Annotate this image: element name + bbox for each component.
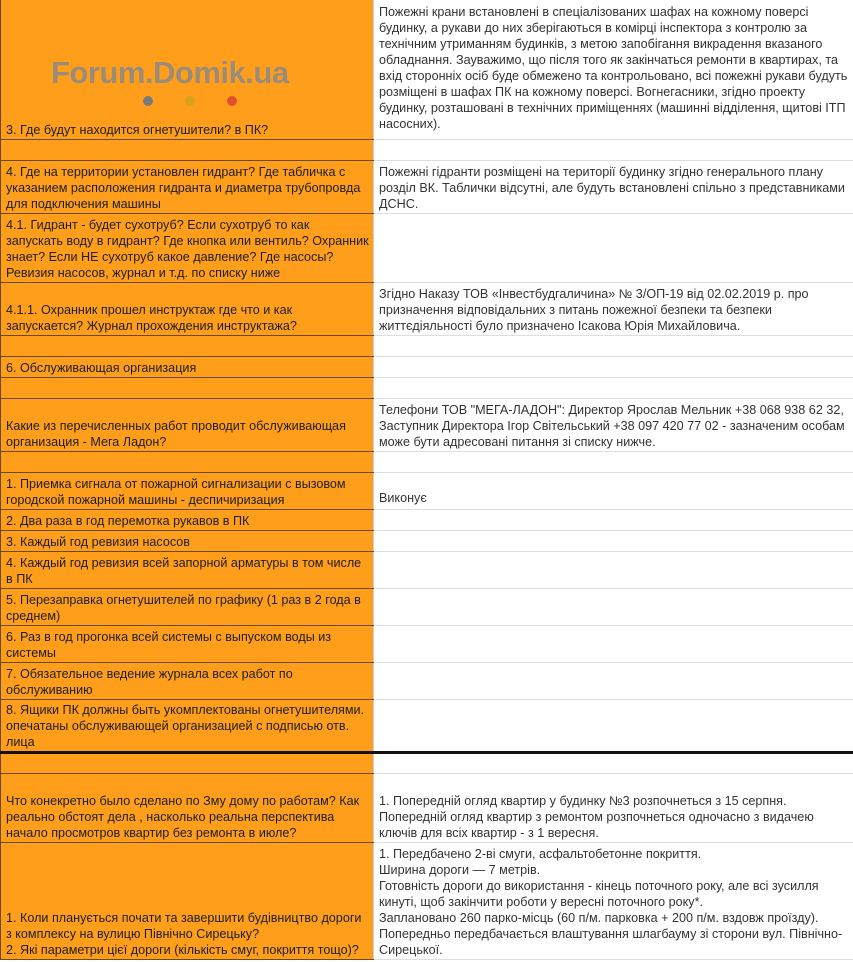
answer-cell[interactable] [374, 625, 853, 662]
table-row [1, 160, 853, 213]
table-row [1, 472, 853, 509]
table-row [1, 356, 853, 377]
answer-cell[interactable] [374, 699, 853, 752]
answer-cell[interactable] [374, 509, 853, 530]
table-row [1, 699, 853, 752]
answer-cell[interactable] [374, 213, 853, 282]
logo-dot-grey [143, 96, 153, 106]
table-row [1, 377, 853, 398]
question-cell[interactable]: Что конекретно было сделано по Зму дому по работам? Как реально обстоят дела , насколько реальна перспектива начало просмотров квартир без ремонта в июле? [1, 773, 374, 842]
question-cell[interactable]: 8. Ящики ПК должны быть укомплектованы огнетушителями. опечатаны обслуживающей организацией с подписью отв. лица [1, 699, 374, 752]
table-row [1, 551, 853, 588]
table-row [1, 213, 853, 282]
answer-cell[interactable]: Пожежні гідранти розміщені на території будинку згідно генерального плану розділ ВК. Таблички відсутні, але будуть встановлені спільно з представниками ДСНС. [374, 160, 853, 213]
answer-cell[interactable]: Пожежні крани встановлені в спеціалізованих шафах на кожному поверсі будинку, а рукави до них зберігаються в комірці інспектора з контролю за технічним утриманням будинків, з метою запобігання викрадення вказаного обладнання. Зауважимо, що після того як закінчаться ремонти в квартирах, та вхід сторонніх осіб буде обмежено та контрольовано, всі пожежні рукави будуть розміщені в шафах ПК на кожному поверсі. Вогнегасники, згідно проекту будинку, розташовані в технічних приміщеннях (машинні відділення, щитові ІТП насосних). [374, 0, 853, 139]
question-cell[interactable] [1, 139, 374, 160]
answer-cell[interactable] [374, 551, 853, 588]
table-row [1, 398, 853, 451]
table-row [1, 139, 853, 160]
answer-cell[interactable] [374, 588, 853, 625]
table-row [1, 773, 853, 842]
table-row [1, 752, 853, 773]
answer-cell[interactable] [374, 335, 853, 356]
table-row [1, 662, 853, 699]
question-cell[interactable] [1, 451, 374, 472]
question-cell[interactable]: 4.1. Гидрант - будет сухотруб? Если сухотруб то как запускать воду в гидрант? Где кнопка или вентиль? Охранник знает? Если НЕ сухотруб какое давление? Где насосы? Ревизия насосов, журнал и т.д. по списку ниже [1, 213, 374, 282]
answer-cell[interactable]: 1. Передбачено 2-ві смуги, асфальтобетонне покриття. Ширина дороги — 7 метрів. Готовність дороги до використання - кінець поточного року, але всі зусилля кинуті, щоб закінчити роботи у вересні поточного року*. Заплановано 260 парко-місць (60 п/м. парковка + 200 п/м. вздовж проїзду). Попередньо передбачається влаштування шлагбауму зі сторони вул. Північно-Сирецької. [374, 842, 853, 959]
table-row [1, 335, 853, 356]
answer-cell[interactable]: Згідно Наказу ТОВ «Інвестбудгаличина» № 3/ОП-19 від 02.02.2019 р. про призначення відповідальних з питань пожежної безпеки та безпеки життєдіяльності було призначено Ісакова Юрія Михайловича. [374, 282, 853, 335]
question-cell[interactable] [1, 0, 374, 139]
answer-cell[interactable]: Виконує [374, 472, 853, 509]
forum-domik-logo [6, 54, 369, 108]
answer-cell[interactable] [374, 377, 853, 398]
question-text: 3. Где будут находится огнетушители? в ПК? [6, 122, 269, 137]
question-cell[interactable] [1, 377, 374, 398]
answer-cell[interactable] [374, 530, 853, 551]
question-cell[interactable]: 4.1.1. Охранник прошел инструктаж где что и как запускается? Журнал прохождения инструктажа? [1, 282, 374, 335]
answer-cell[interactable] [374, 139, 853, 160]
question-cell[interactable]: 4. Где на территории установлен гидрант? Где табличка с указанием расположения гидранта и диаметра трубопровда для подключения машины [1, 160, 374, 213]
question-cell[interactable]: 6. Обслуживающая организация [1, 356, 374, 377]
question-cell[interactable] [1, 335, 374, 356]
table-row [1, 530, 853, 551]
question-cell[interactable]: Какие из перечисленных работ проводит обслуживающая организация - Мега Ладон? [1, 398, 374, 451]
table-row [1, 588, 853, 625]
logo-text: Forum.Domik.ua [51, 54, 289, 90]
table-row [1, 509, 853, 530]
question-cell[interactable]: 3. Каждый год ревизия насосов [1, 530, 374, 551]
answer-cell[interactable] [374, 451, 853, 472]
question-cell[interactable]: 1. Приемка сигнала от пожарной сигнализации с вызовом городской пожарной машины - деспичиризация [1, 472, 374, 509]
logo-dots [51, 96, 369, 108]
question-cell[interactable]: 2. Два раза в год перемотка рукавов в ПК [1, 509, 374, 530]
answer-cell[interactable]: Телефони ТОВ "МЕГА-ЛАДОН": Директор Ярослав Мельник +38 068 938 62 32, Заступник Директора Ігор Світельський +38 097 420 77 02 - зазначеним особам може бути адресовані питання зі списку нижче. [374, 398, 853, 451]
table-row [1, 451, 853, 472]
answer-cell[interactable] [374, 752, 853, 773]
question-cell[interactable]: 5. Перезаправка огнетушителей по графику (1 раз в 2 года в среднем) [1, 588, 374, 625]
question-cell[interactable]: 6. Раз в год прогонка всей системы с выпуском воды из системы [1, 625, 374, 662]
question-cell[interactable]: 4. Каждый год ревизия всей запорной арматуры в том числе в ПК [1, 551, 374, 588]
logo-dot-yellow [185, 96, 195, 106]
table-row [1, 842, 853, 959]
question-cell[interactable]: 7. Обязательное ведение журнала всех работ по обслуживанию [1, 662, 374, 699]
table-row [1, 0, 853, 139]
question-cell[interactable] [1, 752, 374, 773]
answer-cell[interactable] [374, 662, 853, 699]
table-row [1, 282, 853, 335]
answer-cell[interactable]: 1. Попередній огляд квартир у будинку №3 розпочнеться з 15 серпня. Попередній огляд квартир з ремонтом розпочнеться одночасно з видачею ключів для всіх квартир - з 1 вересня. [374, 773, 853, 842]
question-cell[interactable]: 1. Коли планується почати та завершити будівництво дороги з комплексу на вулицю Північно Сирецьку? 2. Які параметри цієї дороги (кількість смуг, покриття тощо)? [1, 842, 374, 959]
table-row [1, 625, 853, 662]
answer-cell[interactable] [374, 356, 853, 377]
logo-dot-red [227, 96, 237, 106]
